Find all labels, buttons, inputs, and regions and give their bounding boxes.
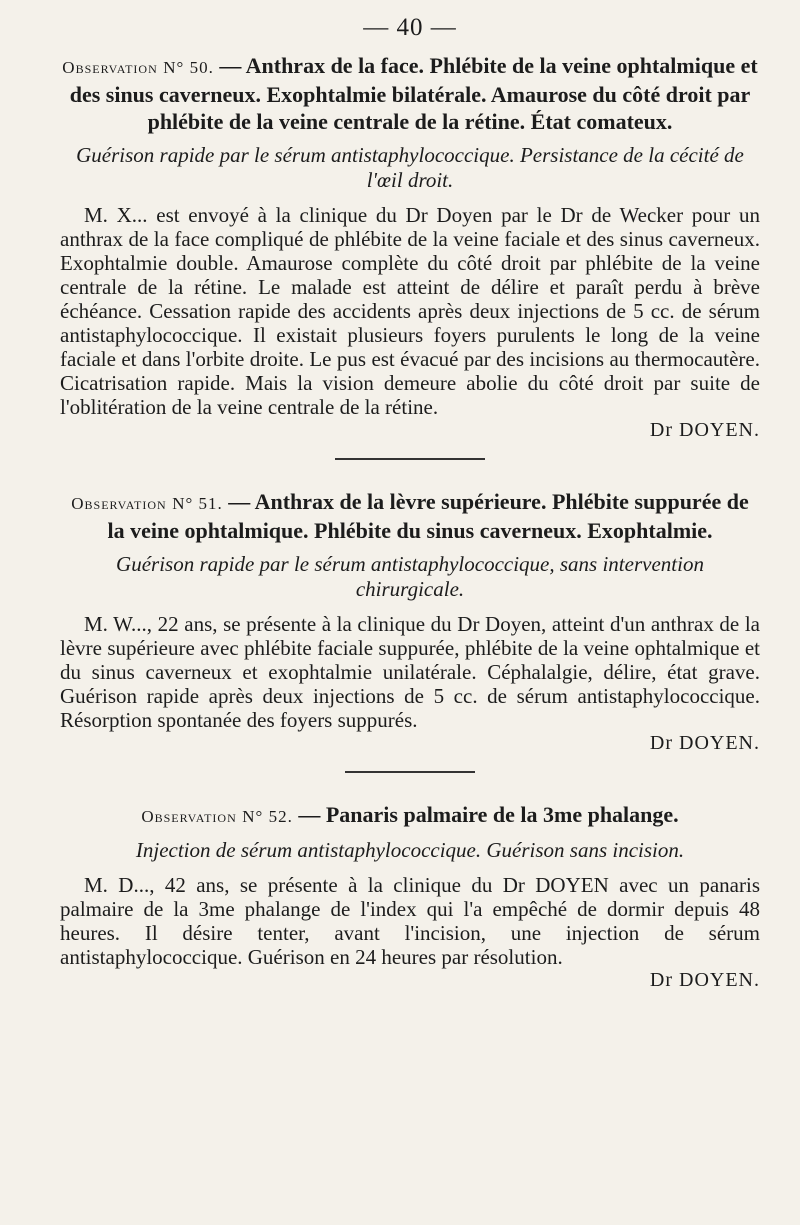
observation-title (60, 801, 760, 830)
observation-title (60, 488, 760, 544)
signature: Dr DOYEN. (649, 969, 760, 991)
signature: Dr DOYEN. (649, 732, 760, 754)
observation-body: M. W..., 22 ans, se présente à la clinique du Dr Doyen, atteint d'un anthrax de la lèvre supérieure avec phlébite faciale suppurée, phlébite de la veine ophtalmique et du sinus caverneux et exophtalmie unilatérale. Céphalalgie, délire, état grave. Guérison rapide après deux injections de 5 cc. de sérum antistaphylococcique. Résorption spontanée des foyers suppurés. (60, 612, 760, 732)
observation-label: Observation (141, 807, 237, 826)
observation-label: Observation (71, 494, 167, 513)
page-number: — 40 — (363, 14, 457, 41)
observation-heading: — Panaris palmaire de la 3me phalange. (298, 802, 679, 827)
separator-rule (335, 458, 485, 460)
observation-subtitle: Guérison rapide par le sérum antistaphylococcique, sans intervention chirurgicale. (116, 552, 704, 601)
observation-50 (60, 52, 760, 442)
observation-title (60, 52, 760, 135)
observation-52 (60, 801, 760, 992)
observation-subtitle: Injection de sérum antistaphylococcique. Guérison sans incision. (135, 838, 685, 862)
observation-number: N° 52. (242, 807, 293, 826)
observation-body: M. D..., 42 ans, se présente à la clinique du Dr DOYEN avec un panaris palmaire de la 3me phalange de l'index qui l'a empêché de dormir depuis 48 heures. Il désire tenter, avant l'incision, une injection de sérum antistaphylococcique. Guérison en 24 heures par résolution. (60, 873, 760, 969)
signature: Dr DOYEN. (649, 419, 760, 441)
observation-body: M. X... est envoyé à la clinique du Dr Doyen par le Dr de Wecker pour un anthrax de la face compliqué de phlébite de la veine faciale et des sinus caverneux. Exophtalmie double. Amaurose complète du côté droit par phlébite de la veine centrale de la rétine. Le malade est atteint de délire et paraît perdu à brève échéance. Cessation rapide des accidents après deux injections de 5 cc. de sérum antistaphylococcique. Il existait plusieurs foyers purulents le long de la veine faciale et dans l'orbite droite. Le pus est évacué par des incisions au thermocautère. Cicatrisation rapide. Mais la vision demeure abolie du côté droit par suite de l'oblitération de la veine centrale de la rétine. (60, 203, 760, 419)
separator-rule (345, 771, 475, 773)
observation-subtitle: Guérison rapide par le sérum antistaphylococcique. Persistance de la cécité de l'œil droit. (76, 143, 744, 192)
observation-label: Observation (62, 58, 158, 77)
observation-heading: — Anthrax de la face. Phlébite de la veine ophtalmique et des sinus caverneux. Exophtalmie bilatérale. Amaurose du côté droit par phlébite de la veine centrale de la rétine. État comateux. (69, 53, 758, 134)
observation-51 (60, 488, 760, 755)
observation-heading: — Anthrax de la lèvre supérieure. Phlébite suppurée de la veine ophtalmique. Phlébite du sinus caverneux. Exophtalmie. (107, 489, 749, 543)
observation-number: N° 50. (163, 58, 214, 77)
observation-number: N° 51. (172, 494, 223, 513)
